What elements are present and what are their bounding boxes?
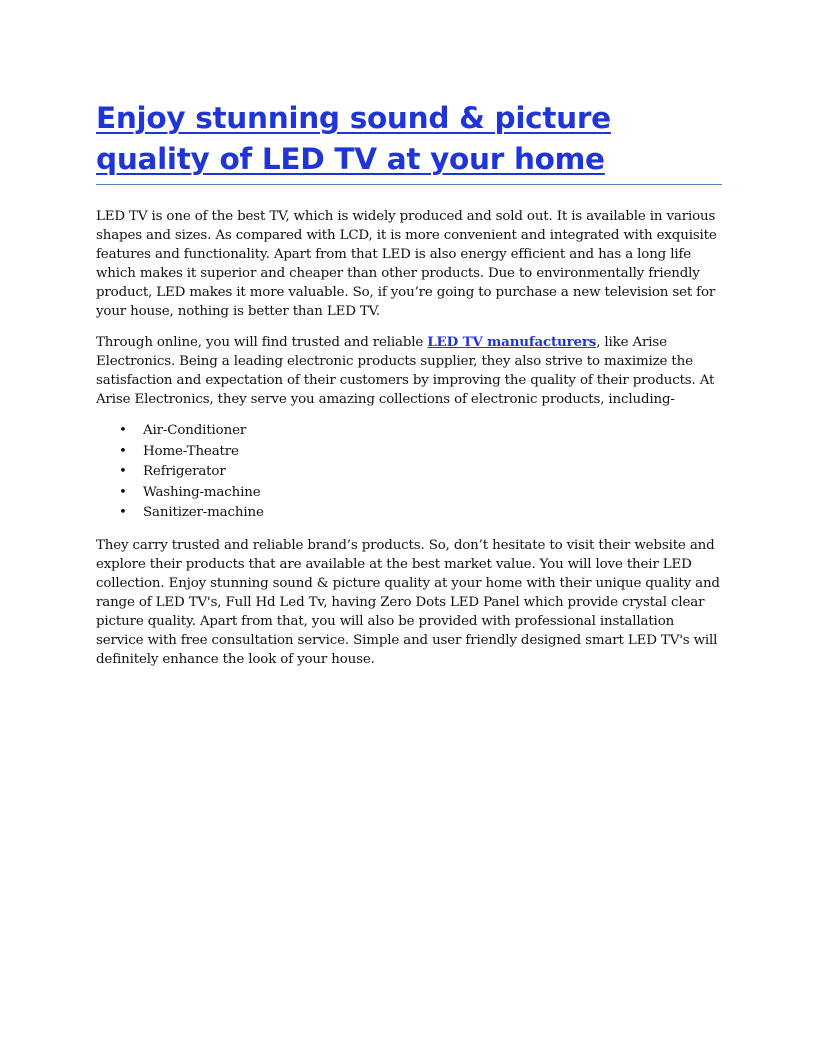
list-item-label: Sanitizer-machine xyxy=(143,505,264,520)
bullet-icon: • xyxy=(119,423,127,438)
intro-paragraph: LED TV is one of the best TV, which is widely produced and sold out. It is available in various shapes and sizes. As compared with LCD, it is more convenient and integrated with exquisite features and functionality. Apart from that LED is also energy efficient and has a long life which makes it superior and cheaper than other products. Due to environmentally friendly product, LED makes it more valuable. So, if you’re going to purchase a new television set for your house, nothing is better than LED TV. xyxy=(96,209,717,319)
list-item-label: Air-Conditioner xyxy=(143,423,247,438)
document-page xyxy=(96,98,722,681)
paragraph-text-before-link: Through online, you will find trusted and reliable xyxy=(96,335,428,350)
closing-paragraph: They carry trusted and reliable brand’s products. So, don’t hesitate to visit their website and explore their products that are available at the best market value. You will love their LED collection. Enjoy stunning sound & picture quality at your home with their unique quality and range of LED TV's, Full Hd Led Tv, having Zero Dots LED Panel which provide crystal clear picture quality. Apart from that, you will also be provided with professional installation service with free consultation service. Simple and user friendly designed smart LED TV's will definitely enhance the look of your house. xyxy=(96,537,720,667)
products-list xyxy=(96,421,722,524)
bullet-icon: • xyxy=(119,443,127,459)
led-tv-manufacturers-link[interactable]: LED TV manufacturers xyxy=(427,334,597,350)
bullet-icon: • xyxy=(119,505,127,520)
paragraph-text-after-link: , like Arise Electronics. Being a leading electronic products supplier, they also strive to maximize the satisfaction and expectation of their customers by improving the quality of their products. At Arise Electronics, they serve you amazing collections of electronic products, including- xyxy=(96,335,715,407)
list-item xyxy=(119,442,722,463)
page-title xyxy=(96,98,722,180)
title-block xyxy=(96,98,722,185)
list-item xyxy=(119,503,722,524)
manufacturers-paragraph xyxy=(96,333,722,409)
list-item-label: Washing-machine xyxy=(143,484,261,500)
list-item xyxy=(119,462,722,483)
bullet-icon: • xyxy=(119,464,127,479)
title-link[interactable]: Enjoy stunning sound & picture quality of LED TV at your home xyxy=(96,101,611,176)
bullet-icon: • xyxy=(119,484,127,500)
list-item xyxy=(119,421,722,442)
list-item-label: Home-Theatre xyxy=(143,443,239,459)
list-item-label: Refrigerator xyxy=(143,464,226,479)
list-item xyxy=(119,483,722,504)
